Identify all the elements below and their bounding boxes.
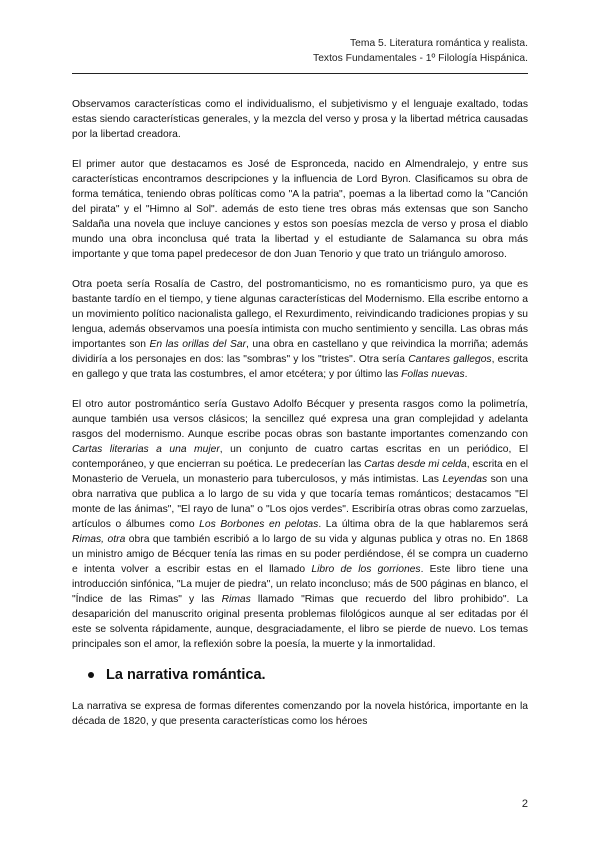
header-line-1: Tema 5. Literatura romántica y realista. [350, 38, 528, 49]
text-run: , una obra en castellano y que reivindica la morriña; además dividiría a los personajes en dos: las "sombras" y los "tristes". Otra sería [72, 339, 529, 365]
work-title: Cartas literarias a una mujer [72, 444, 220, 455]
text-run: . [464, 369, 468, 380]
work-title: Cantares gallegos [408, 354, 492, 365]
section-heading-text: La narrativa romántica. [106, 667, 266, 683]
work-title: Rimas, otra [72, 534, 126, 545]
text-run: , escrita en gallego y que trata las costumbres, el amor etcétera; y por último las [72, 354, 528, 380]
work-title: Cartas desde mi celda [364, 459, 467, 470]
work-title: En las orillas del Sar [149, 339, 247, 350]
text-run: , escrita en el Monasterio de Veruela, un monasterio para tuberculosos, y más intimistas. Las [72, 459, 528, 485]
section-heading [88, 667, 528, 683]
bullet-icon [88, 672, 94, 678]
header-divider [72, 73, 528, 74]
paragraph-rosalia [72, 277, 528, 382]
work-title: Los Borbones en pelotas [199, 519, 319, 530]
body-text [72, 97, 528, 744]
text-run: El otro autor postromántico sería Gustavo Adolfo Bécquer y presenta rasgos como la polimetría, aunque también usa versos clásicos; la sencillez qué expresa una gran complejidad y adelanta rasgos del modernismo. Aunque escribe pocas obras son bastante importantes comenzando con [72, 399, 528, 440]
work-title: Rimas [221, 594, 251, 605]
work-title: Follas nuevas [401, 369, 465, 380]
text-run: Otra poeta sería Rosalía de Castro, del postromanticismo, no es romanticismo puro, ya que es bastante tardío en el tiempo, y tiene algunas características del Modernismo. Ella escribe entorno a un movimiento político nacionalista gallego, el Rexurdimento, reivindicando tradiciones propias y su lengua, además observamos una poesía intimista con mucho sentimiento y sencilla. Las obras más importantes son [72, 279, 528, 350]
text-run: . Este libro tiene una introducción sinfónica, "La mujer de piedra", un relato inconcluso; más de 500 páginas en blanco, el "Índice de las Rimas" y las [72, 564, 528, 605]
header-line-2: Textos Fundamentales - 1º Filología Hispánica. [313, 53, 528, 64]
paragraph-becquer [72, 397, 528, 652]
text-run: llamado "Rimas que recuerdo del libro prohibido". La desaparición del manuscrito original presenta problemas filológicos aunque al ser editadas por él este se solventa rápidamente, aunque, desgraciadamente, el libro se pierde de nuevo. Los temas principales son el amor, la reflexión sobre la poesía, la muerte y la inmortalidad. [72, 594, 528, 650]
work-title: Leyendas [442, 474, 488, 485]
paragraph-narrativa: La narrativa se expresa de formas diferentes comenzando por la novela histórica, importante en la década de 1820, y que presenta características como los héroes [72, 701, 528, 727]
text-run: obra que también escribió a lo largo de su vida y algunas publica y otras no. En 1868 un ministro amigo de Bécquer tenía las rimas en su poder perdiéndose, él se compra un cuaderno e intenta volver a escribir estas en el llamado [72, 534, 528, 575]
text-run: son una obra narrativa que publica a lo largo de su vida y que tocaría temas románticos; destacamos "El monte de las ánimas", "El rayo de luna" o "Los ojos verdes". Escribiría otras obras como zarzuelas, artículos o álbumes como [72, 474, 528, 530]
text-run: . La última obra de la que hablaremos será [318, 519, 529, 530]
page-number: 2 [521, 798, 528, 810]
paragraph-intro: Observamos características como el individualismo, el subjetivismo y el lenguaje exaltado, todas estas siendo características generales, y la mezcla del verso y prosa y la libertad métrica causadas por la libertad creadora. [72, 99, 528, 140]
running-header [313, 36, 528, 66]
work-title: Libro de los gorriones [311, 564, 421, 575]
paragraph-espronceda: El primer autor que destacamos es José de Espronceda, nacido en Almendralejo, y entre sus características encontramos descripciones y la influencia de Lord Byron. Clasificamos su obra de forma temática, teniendo obras políticas como "A la patria", poemas a la libertad como la "Canción del pirata" y el "Himno al Sol". además de esto tiene tres obras más extensas que son Sancho Saldaña una novela que incluye canciones y estos son poesías mezcla de verso y prosa el diablo mundo una obra inconclusa qué trata la libertad y el estudiante de Salamanca su obra más importante y que toma papel predecesor de don Juan Tenorio y que trato un triángulo amoroso. [72, 159, 528, 260]
text-run: , un conjunto de cuatro cartas escritas en un periódico, El contemporáneo, y que encierran su poética. Le predecerían las [72, 444, 528, 470]
